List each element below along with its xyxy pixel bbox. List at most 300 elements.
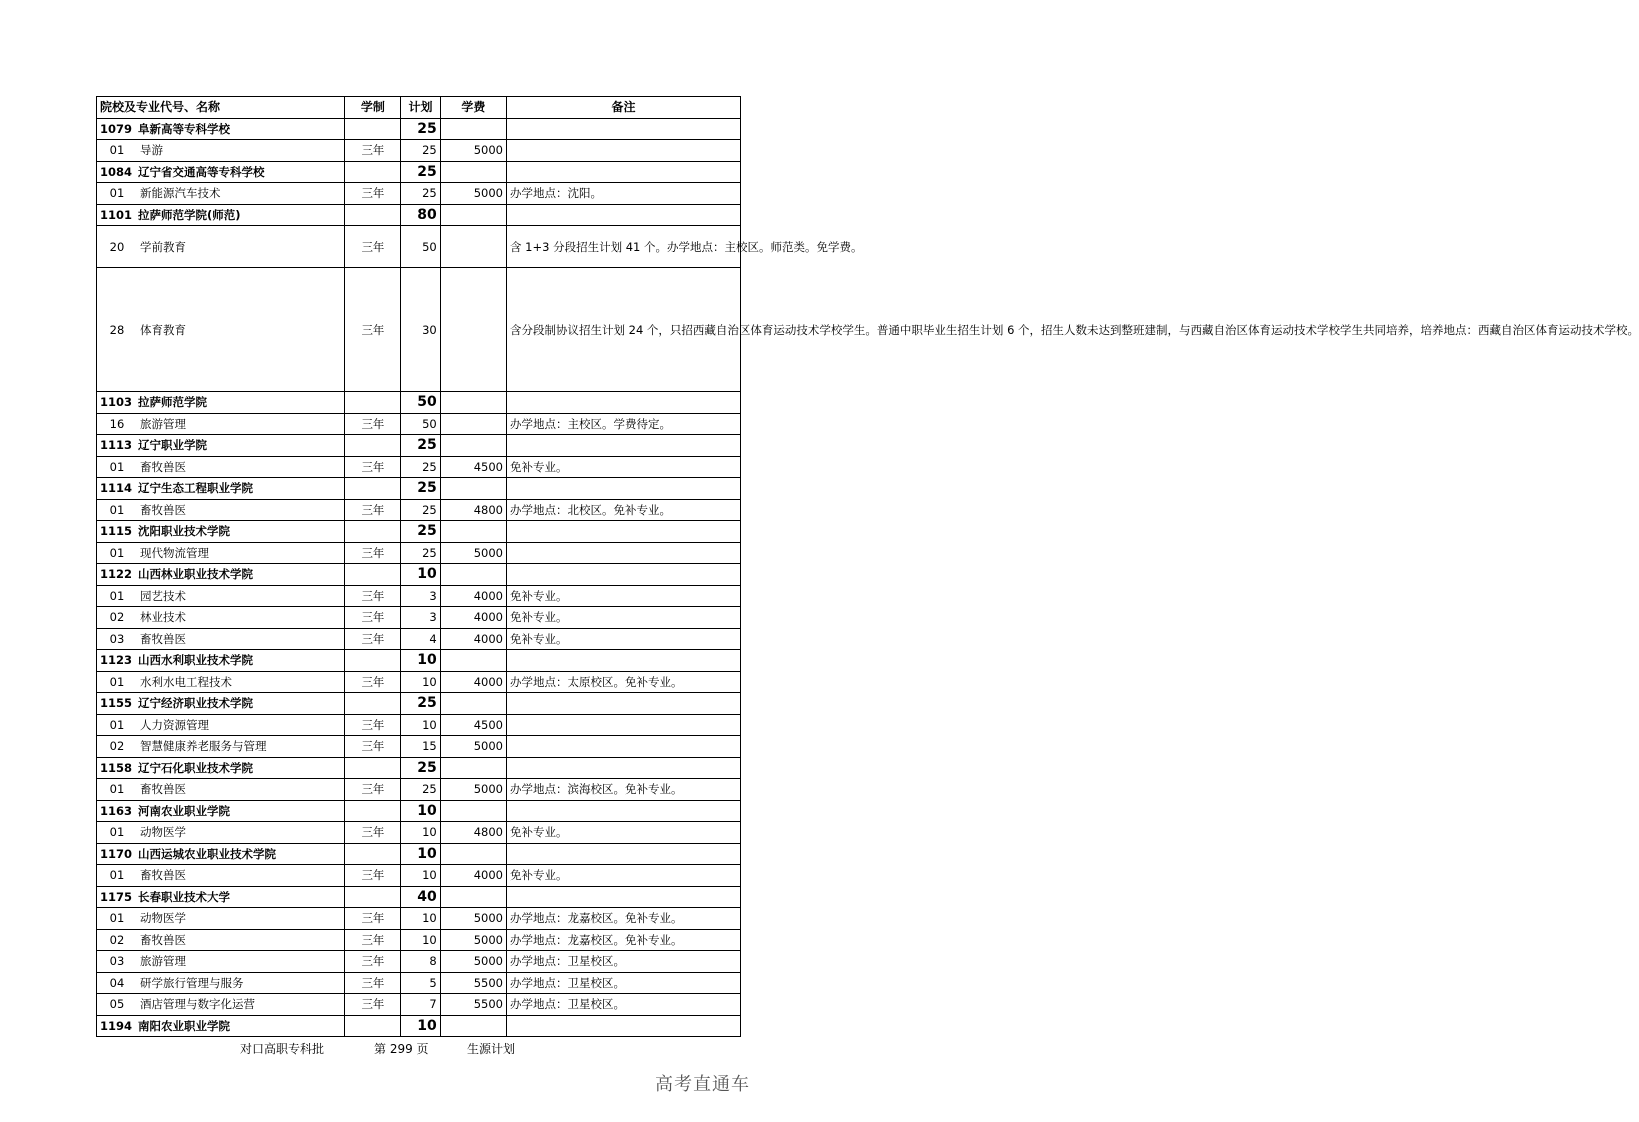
school-row [97, 392, 741, 414]
fee-cell: 5000 [440, 542, 506, 564]
watermark-logo-text: 高考直通车 [655, 1074, 750, 1095]
name-cell [97, 161, 345, 183]
major-name: 畜牧兽医 [140, 868, 186, 883]
plan-cell: 25 [401, 779, 440, 801]
plan-cell: 10 [401, 908, 440, 930]
note-cell [506, 1015, 740, 1037]
plan-cell: 10 [401, 800, 440, 822]
school-name: 辽宁石化职业技术学院 [138, 760, 253, 775]
plan-cell: 30 [401, 268, 440, 392]
name-cell [97, 628, 345, 650]
duration-cell: 三年 [345, 413, 401, 435]
note-cell [506, 435, 740, 457]
fee-cell [440, 650, 506, 672]
plan-cell: 10 [401, 650, 440, 672]
major-name: 水利水电工程技术 [140, 674, 232, 689]
major-row [97, 607, 741, 629]
school-row [97, 204, 741, 226]
school-code: 1175 [100, 889, 133, 904]
school-code: 1115 [100, 524, 133, 539]
major-code: 01 [109, 911, 125, 926]
note-cell [506, 843, 740, 865]
name-cell [97, 757, 345, 779]
note-cell [506, 392, 740, 414]
plan-cell: 10 [401, 1015, 440, 1037]
major-code: 02 [109, 932, 125, 947]
duration-cell: 三年 [345, 607, 401, 629]
duration-cell: 三年 [345, 183, 401, 205]
major-row [97, 268, 741, 392]
plan-cell: 4 [401, 628, 440, 650]
major-name: 畜牧兽医 [140, 631, 186, 646]
duration-cell [345, 204, 401, 226]
note-cell: 免补专业。 [506, 822, 740, 844]
plan-cell: 8 [401, 951, 440, 973]
plan-cell: 5 [401, 972, 440, 994]
duration-cell: 三年 [345, 972, 401, 994]
major-row [97, 628, 741, 650]
duration-cell [345, 693, 401, 715]
major-name: 导游 [140, 143, 163, 158]
school-code: 1113 [100, 438, 133, 453]
plan-cell: 50 [401, 413, 440, 435]
fee-cell [440, 435, 506, 457]
note-cell [506, 800, 740, 822]
name-cell [97, 994, 345, 1016]
major-code: 03 [109, 631, 125, 646]
major-row [97, 140, 741, 162]
duration-cell: 三年 [345, 714, 401, 736]
name-cell [97, 736, 345, 758]
major-row [97, 542, 741, 564]
major-code: 20 [109, 239, 125, 254]
school-name: 山西林业职业技术学院 [138, 567, 253, 582]
fee-cell: 5500 [440, 972, 506, 994]
plan-cell: 3 [401, 585, 440, 607]
duration-cell [345, 757, 401, 779]
note-cell [506, 478, 740, 500]
major-name: 畜牧兽医 [140, 932, 186, 947]
school-row [97, 161, 741, 183]
footer-section: 生源计划 [467, 1042, 516, 1056]
plan-cell: 10 [401, 865, 440, 887]
duration-cell: 三年 [345, 628, 401, 650]
name-cell [97, 650, 345, 672]
note-cell: 办学地点：滨海校区。免补专业。 [506, 779, 740, 801]
name-cell [97, 822, 345, 844]
duration-cell: 三年 [345, 226, 401, 268]
note-cell [506, 757, 740, 779]
fee-cell [440, 392, 506, 414]
note-cell: 免补专业。 [506, 456, 740, 478]
note-cell [506, 204, 740, 226]
duration-cell: 三年 [345, 671, 401, 693]
fee-cell [440, 413, 506, 435]
note-cell: 办学地点：龙嘉校区。免补专业。 [506, 929, 740, 951]
major-name: 畜牧兽医 [140, 459, 186, 474]
plan-cell: 10 [401, 564, 440, 586]
name-cell [97, 800, 345, 822]
duration-cell [345, 521, 401, 543]
school-row [97, 843, 741, 865]
name-cell [97, 183, 345, 205]
note-cell [506, 886, 740, 908]
major-row [97, 413, 741, 435]
school-row [97, 800, 741, 822]
major-name: 现代物流管理 [140, 545, 209, 560]
fee-cell [440, 693, 506, 715]
fee-cell: 5000 [440, 908, 506, 930]
plan-cell: 25 [401, 693, 440, 715]
major-code: 01 [109, 674, 125, 689]
major-code: 01 [109, 868, 125, 883]
fee-cell: 4000 [440, 607, 506, 629]
plan-cell: 3 [401, 607, 440, 629]
note-cell [506, 564, 740, 586]
school-code: 1079 [100, 121, 133, 136]
major-code: 01 [109, 143, 125, 158]
note-cell: 含 1+3 分段招生计划 41 个。办学地点：主校区。师范类。免学费。 [506, 226, 740, 268]
school-code: 1158 [100, 760, 133, 775]
name-cell [97, 843, 345, 865]
header-name: 院校及专业代号、名称 [97, 97, 345, 119]
school-row [97, 693, 741, 715]
plan-cell: 10 [401, 843, 440, 865]
duration-cell: 三年 [345, 929, 401, 951]
plan-cell: 40 [401, 886, 440, 908]
duration-cell [345, 650, 401, 672]
school-name: 拉萨师范学院(师范) [138, 207, 241, 222]
duration-cell [345, 161, 401, 183]
fee-cell [440, 843, 506, 865]
major-code: 04 [109, 975, 125, 990]
school-name: 辽宁经济职业技术学院 [138, 696, 253, 711]
school-name: 辽宁职业学院 [138, 438, 207, 453]
plan-cell: 25 [401, 435, 440, 457]
note-cell: 办学地点：卫星校区。 [506, 951, 740, 973]
plan-cell: 25 [401, 183, 440, 205]
name-cell [97, 693, 345, 715]
name-cell [97, 865, 345, 887]
duration-cell: 三年 [345, 585, 401, 607]
note-cell [506, 736, 740, 758]
major-row [97, 714, 741, 736]
school-name: 山西运城农业职业技术学院 [138, 846, 276, 861]
fee-cell [440, 1015, 506, 1037]
duration-cell: 三年 [345, 456, 401, 478]
school-row [97, 521, 741, 543]
school-code: 1103 [100, 395, 133, 410]
major-name: 畜牧兽医 [140, 502, 186, 517]
major-name: 旅游管理 [140, 416, 186, 431]
name-cell [97, 521, 345, 543]
name-cell [97, 226, 345, 268]
fee-cell: 5000 [440, 183, 506, 205]
note-cell [506, 542, 740, 564]
school-name: 南阳农业职业学院 [138, 1018, 230, 1033]
school-row [97, 886, 741, 908]
major-name: 林业技术 [140, 610, 186, 625]
school-name: 河南农业职业学院 [138, 803, 230, 818]
major-name: 酒店管理与数字化运营 [140, 997, 255, 1012]
plan-cell: 80 [401, 204, 440, 226]
major-row [97, 994, 741, 1016]
major-row [97, 972, 741, 994]
plan-cell: 50 [401, 226, 440, 268]
header-fee: 学费 [440, 97, 506, 119]
major-row [97, 226, 741, 268]
name-cell [97, 929, 345, 951]
school-row [97, 757, 741, 779]
school-name: 辽宁生态工程职业学院 [138, 481, 253, 496]
name-cell [97, 456, 345, 478]
fee-cell [440, 161, 506, 183]
duration-cell [345, 392, 401, 414]
fee-cell: 5000 [440, 140, 506, 162]
name-cell [97, 908, 345, 930]
fee-cell: 4000 [440, 628, 506, 650]
fee-cell [440, 757, 506, 779]
school-name: 阜新高等专科学校 [138, 121, 230, 136]
duration-cell [345, 564, 401, 586]
plan-cell: 25 [401, 757, 440, 779]
duration-cell [345, 118, 401, 140]
fee-cell [440, 886, 506, 908]
note-cell: 办学地点：北校区。免补专业。 [506, 499, 740, 521]
fee-cell [440, 564, 506, 586]
duration-cell: 三年 [345, 994, 401, 1016]
name-cell [97, 607, 345, 629]
school-name: 沈阳职业技术学院 [138, 524, 230, 539]
name-cell [97, 140, 345, 162]
name-cell [97, 435, 345, 457]
fee-cell [440, 478, 506, 500]
name-cell [97, 564, 345, 586]
table-body [97, 97, 1639, 1037]
fee-cell: 4500 [440, 714, 506, 736]
duration-cell: 三年 [345, 268, 401, 392]
fee-cell [440, 268, 506, 392]
fee-cell: 4500 [440, 456, 506, 478]
name-cell [97, 118, 345, 140]
major-row [97, 585, 741, 607]
duration-cell [345, 886, 401, 908]
note-cell [506, 714, 740, 736]
major-code: 01 [109, 186, 125, 201]
school-code: 1122 [100, 567, 133, 582]
school-name: 长春职业技术大学 [138, 889, 230, 904]
major-row [97, 671, 741, 693]
major-row [97, 456, 741, 478]
plan-cell: 7 [401, 994, 440, 1016]
major-code: 01 [109, 459, 125, 474]
note-cell: 办学地点：卫星校区。 [506, 972, 740, 994]
name-cell [97, 499, 345, 521]
plan-cell: 25 [401, 478, 440, 500]
fee-cell: 4000 [440, 585, 506, 607]
major-code: 01 [109, 588, 125, 603]
major-name: 畜牧兽医 [140, 782, 186, 797]
major-code: 16 [109, 416, 125, 431]
major-row [97, 822, 741, 844]
note-cell [506, 140, 740, 162]
major-code: 01 [109, 717, 125, 732]
note-cell: 办学地点：沈阳。 [506, 183, 740, 205]
plan-cell: 15 [401, 736, 440, 758]
duration-cell [345, 435, 401, 457]
name-cell [97, 886, 345, 908]
plan-cell: 25 [401, 521, 440, 543]
plan-cell: 50 [401, 392, 440, 414]
duration-cell: 三年 [345, 542, 401, 564]
major-name: 体育教育 [140, 322, 186, 337]
major-name: 旅游管理 [140, 954, 186, 969]
note-cell: 办学地点：卫星校区。 [506, 994, 740, 1016]
major-row [97, 736, 741, 758]
school-code: 1170 [100, 846, 133, 861]
name-cell [97, 671, 345, 693]
note-cell [506, 118, 740, 140]
duration-cell [345, 800, 401, 822]
duration-cell [345, 1015, 401, 1037]
note-cell: 办学地点：主校区。学费待定。 [506, 413, 740, 435]
duration-cell [345, 478, 401, 500]
school-name: 辽宁省交通高等专科学校 [138, 164, 265, 179]
major-name: 动物医学 [140, 825, 186, 840]
major-code: 03 [109, 954, 125, 969]
major-code: 02 [109, 739, 125, 754]
plan-cell: 25 [401, 161, 440, 183]
name-cell [97, 204, 345, 226]
note-cell [506, 650, 740, 672]
major-code: 01 [109, 825, 125, 840]
school-row [97, 1015, 741, 1037]
major-row [97, 865, 741, 887]
note-cell: 免补专业。 [506, 865, 740, 887]
duration-cell: 三年 [345, 908, 401, 930]
major-code: 28 [109, 322, 125, 337]
name-cell [97, 951, 345, 973]
school-code: 1114 [100, 481, 133, 496]
major-row [97, 908, 741, 930]
major-name: 动物医学 [140, 911, 186, 926]
name-cell [97, 542, 345, 564]
duration-cell: 三年 [345, 951, 401, 973]
header-note: 备注 [506, 97, 740, 119]
major-name: 智慧健康养老服务与管理 [140, 739, 267, 754]
enrollment-plan-table [96, 96, 1639, 1037]
table-header-row [97, 97, 741, 119]
note-cell: 办学地点：龙嘉校区。免补专业。 [506, 908, 740, 930]
major-row [97, 183, 741, 205]
fee-cell: 4000 [440, 865, 506, 887]
major-row [97, 499, 741, 521]
duration-cell: 三年 [345, 499, 401, 521]
fee-cell: 5000 [440, 736, 506, 758]
school-row [97, 650, 741, 672]
school-code: 1163 [100, 803, 133, 818]
major-code: 05 [109, 997, 125, 1012]
note-cell [506, 693, 740, 715]
major-code: 01 [109, 782, 125, 797]
fee-cell: 5500 [440, 994, 506, 1016]
fee-cell: 4800 [440, 822, 506, 844]
fee-cell [440, 118, 506, 140]
plan-cell: 25 [401, 456, 440, 478]
duration-cell: 三年 [345, 140, 401, 162]
school-row [97, 478, 741, 500]
fee-cell: 5000 [440, 779, 506, 801]
school-code: 1123 [100, 653, 133, 668]
major-row [97, 951, 741, 973]
plan-cell: 10 [401, 671, 440, 693]
major-row [97, 929, 741, 951]
school-code: 1194 [100, 1018, 133, 1033]
plan-cell: 10 [401, 822, 440, 844]
plan-cell: 25 [401, 542, 440, 564]
plan-cell: 25 [401, 499, 440, 521]
school-code: 1101 [100, 207, 133, 222]
name-cell [97, 972, 345, 994]
note-cell [506, 161, 740, 183]
name-cell [97, 1015, 345, 1037]
fee-cell: 4000 [440, 671, 506, 693]
header-plan: 计划 [401, 97, 440, 119]
name-cell [97, 268, 345, 392]
major-row [97, 779, 741, 801]
name-cell [97, 478, 345, 500]
duration-cell: 三年 [345, 779, 401, 801]
duration-cell: 三年 [345, 865, 401, 887]
duration-cell: 三年 [345, 736, 401, 758]
fee-cell [440, 226, 506, 268]
note-cell [506, 521, 740, 543]
major-code: 01 [109, 545, 125, 560]
name-cell [97, 392, 345, 414]
major-name: 园艺技术 [140, 588, 186, 603]
school-row [97, 435, 741, 457]
plan-cell: 25 [401, 140, 440, 162]
major-code: 01 [109, 502, 125, 517]
fee-cell [440, 800, 506, 822]
major-name: 研学旅行管理与服务 [140, 975, 244, 990]
fee-cell: 4800 [440, 499, 506, 521]
school-code: 1155 [100, 696, 133, 711]
name-cell [97, 585, 345, 607]
fee-cell: 5000 [440, 929, 506, 951]
school-row [97, 118, 741, 140]
footer-batch: 对口高职专科批 [240, 1042, 325, 1056]
footer-page-number: 第 299 页 [374, 1042, 429, 1056]
school-code: 1084 [100, 164, 133, 179]
plan-cell: 10 [401, 714, 440, 736]
major-name: 人力资源管理 [140, 717, 209, 732]
note-cell: 免补专业。 [506, 607, 740, 629]
school-name: 山西水利职业技术学院 [138, 653, 253, 668]
duration-cell [345, 843, 401, 865]
note-cell: 含分段制协议招生计划 24 个，只招西藏自治区体育运动技术学校学生。普通中职毕业生招生计划 6 个，招生人数未达到整班建制，与西藏自治区体育运动技术学校学生共同培养，培养地点：西藏自治区体育运动技术学校。 [506, 268, 740, 392]
name-cell [97, 714, 345, 736]
duration-cell: 三年 [345, 822, 401, 844]
major-name: 新能源汽车技术 [140, 186, 221, 201]
school-name: 拉萨师范学院 [138, 395, 207, 410]
fee-cell [440, 521, 506, 543]
note-cell: 免补专业。 [506, 628, 740, 650]
note-cell: 办学地点：太原校区。免补专业。 [506, 671, 740, 693]
fee-cell: 5000 [440, 951, 506, 973]
plan-cell: 10 [401, 929, 440, 951]
school-row [97, 564, 741, 586]
